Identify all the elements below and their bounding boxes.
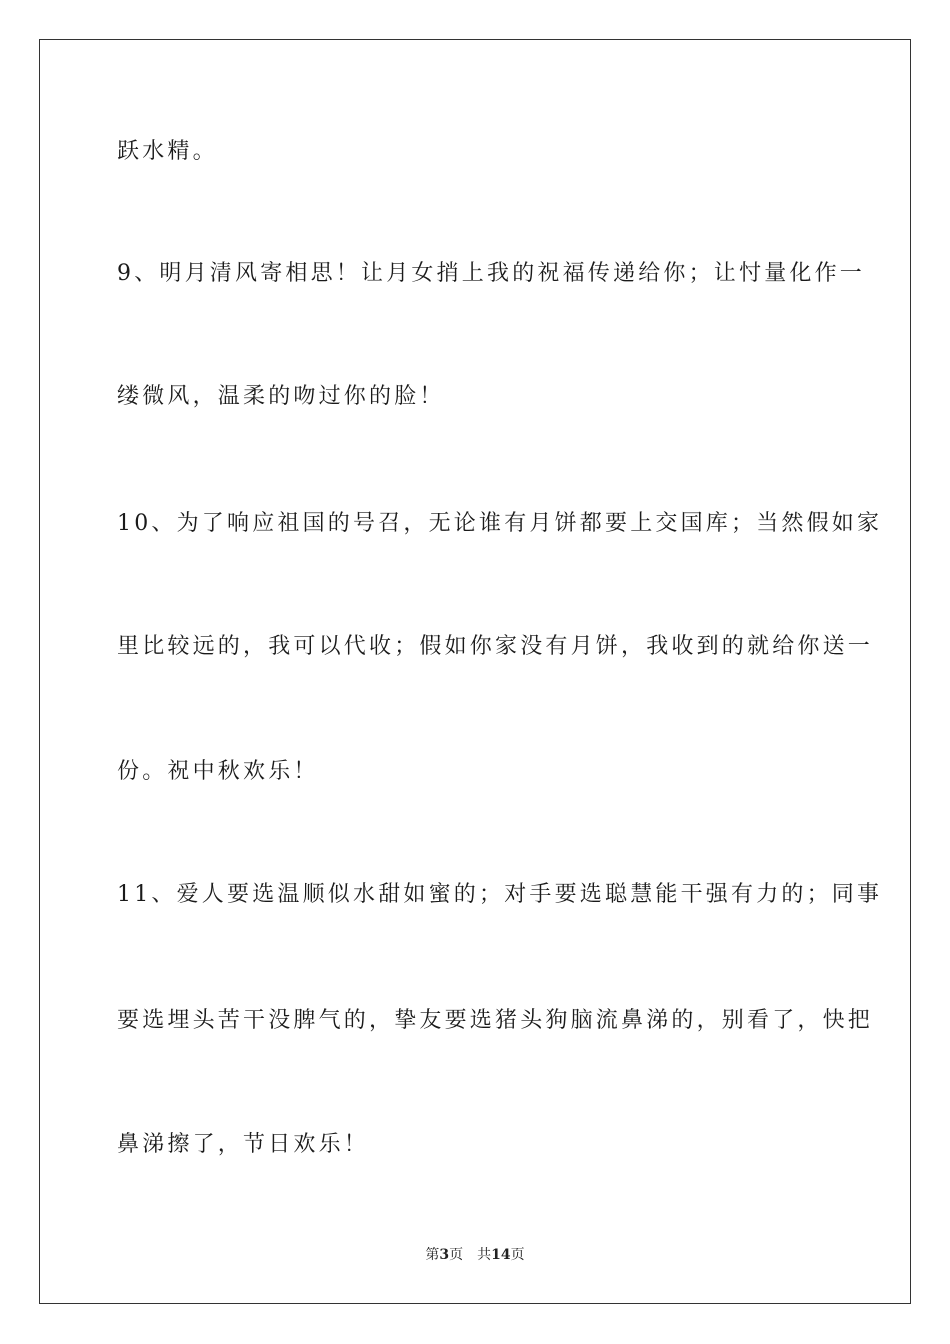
text-line: 跃水精。: [117, 139, 218, 164]
text-line: 里比较远的，我可以代收；假如你家没有月饼，我收到的就给你送一: [117, 634, 874, 659]
page-suffix: 页: [449, 1247, 464, 1263]
page-footer: [0, 1245, 950, 1265]
total-prefix: 共: [477, 1247, 492, 1263]
text-line: 要选埋头苦干没脾气的，挚友要选猪头狗脑流鼻涕的，别看了，快把: [117, 1008, 874, 1033]
total-pages: 14: [491, 1247, 511, 1263]
text-line: 9、明月清风寄相思！让月女捎上我的祝福传递给你；让忖量化作一: [117, 261, 865, 286]
total-suffix: 页: [510, 1247, 525, 1263]
page-prefix: 第: [425, 1247, 440, 1263]
text-line: 鼻涕擦了，节日欢乐！: [117, 1132, 370, 1157]
text-line: 10、为了响应祖国的号召，无论谁有月饼都要上交国库；当然假如家: [117, 511, 883, 536]
page-number: 3: [439, 1247, 450, 1263]
text-line: 11、爱人要选温顺似水甜如蜜的；对手要选聪慧能干强有力的；同事: [117, 882, 883, 907]
text-line: 缕微风，温柔的吻过你的脸！: [117, 384, 445, 409]
page-frame: [39, 39, 911, 1304]
text-line: 份。祝中秋欢乐！: [117, 759, 319, 784]
